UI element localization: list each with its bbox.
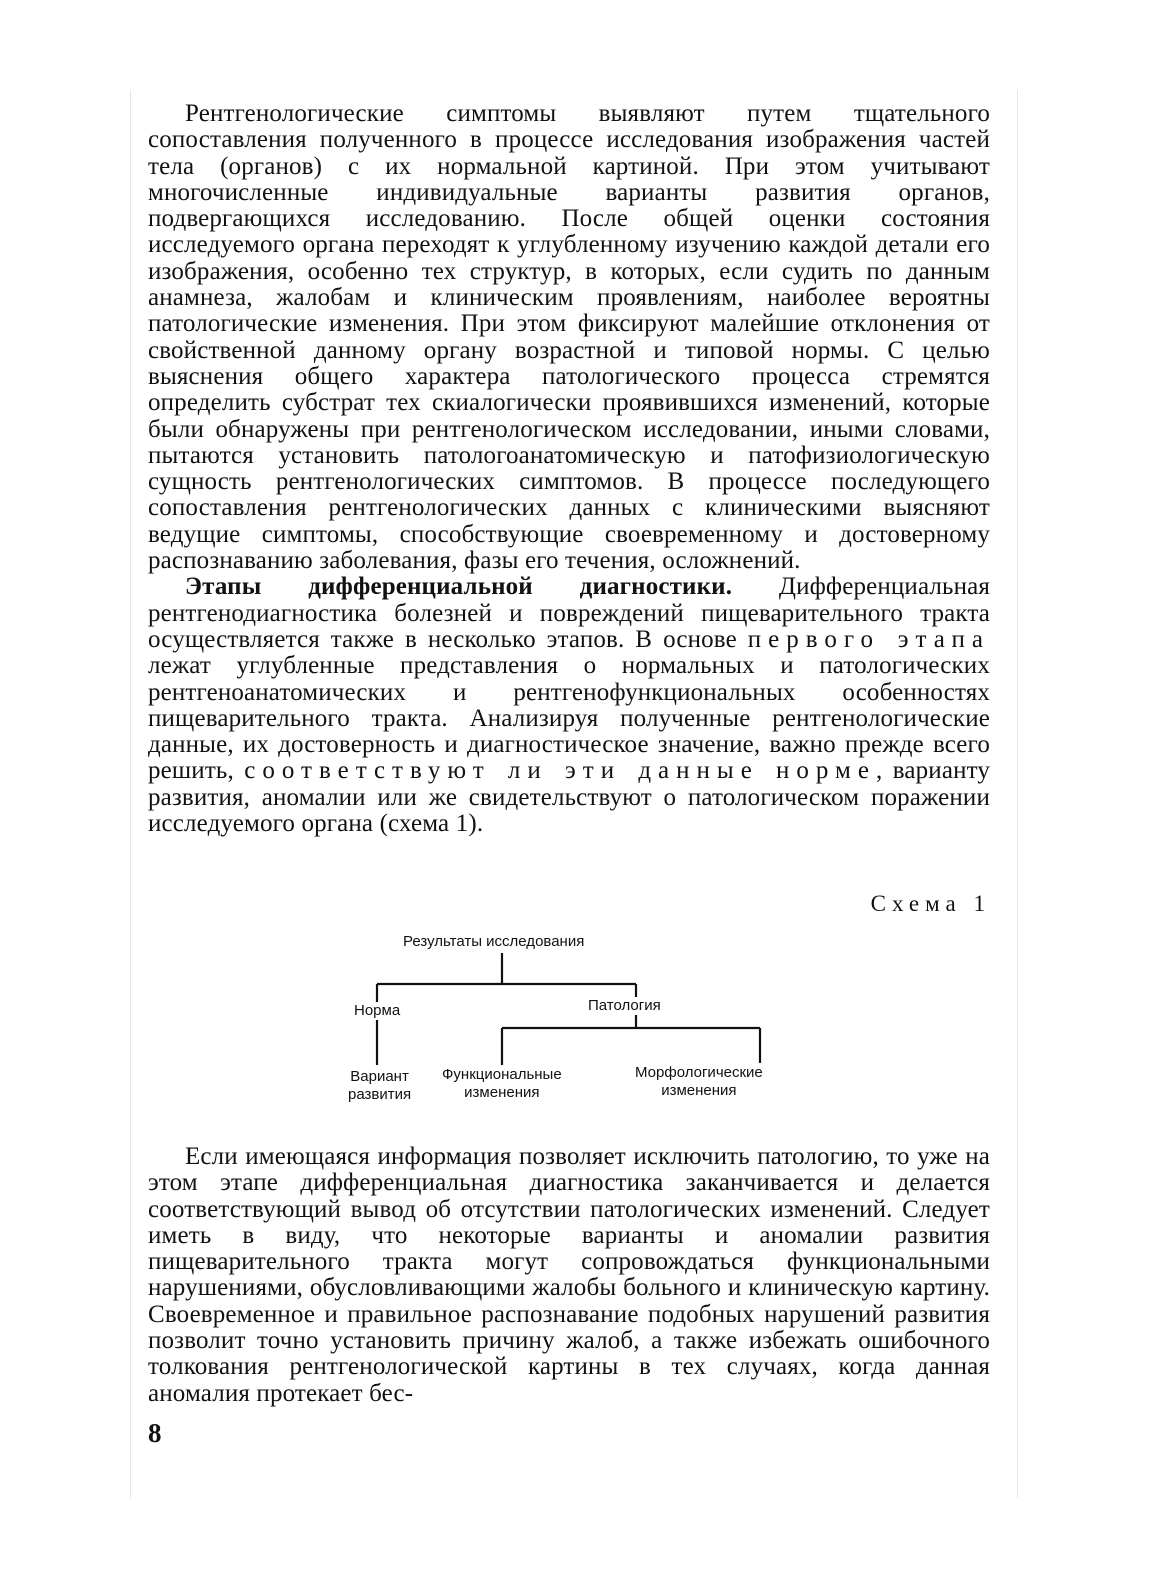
scheme-diagram [330, 925, 800, 1115]
node-functional-line2: изменения [464, 1084, 540, 1101]
stages-emphasis-1: первого этапа [747, 625, 990, 653]
paragraph-symptoms: Рентгенологические симптомы выявляют путем тщательного сопоставления полученного в процессе исследования изображения частей тела (органов) с их нормальной картиной. При этом учитывают многочисленные индивидуальные варианты развития органов, подвергающихся исследованию. После общей оценки состояния исследуемого органа переходят к углубленному изучению каждой детали его изображения, особенно тех структур, в которых, если судить по данным анамнеза, жалобам и клиническим проявлениям, наиболее вероятны патологические изменения. При этом фиксируют малейшие отклонения от свойственной данному органу возрастной и типовой нормы. С целью выяснения общего характера патологического процесса стремятся определить субстрат тех скиалогически проявившихся изменений, которые были обнаружены при рентгенологическом исследовании, иными словами, пытаются установить патологоанатомическую и патофизиологическую сущность рентгенологических симптомов. В процессе последующего сопоставления рентгенологических данных с клиническими выясняют ведущие симптомы, способствующие своевременному и достоверному распознаванию заболевания, фазы его течения, осложнений. [148, 100, 990, 575]
page-number: 8 [148, 1418, 162, 1448]
page-right-edge [1017, 90, 1018, 1498]
node-variant [348, 1068, 411, 1104]
page-left-edge [130, 90, 131, 1498]
stages-text-1: Дифференциальная рентгенодиагностика болезней и повреждений пищеварительного тракта осуществляется также в несколько этапов. В основе [148, 573, 991, 653]
scheme-caption: Схема 1 [870, 891, 991, 916]
node-morph-line1: Морфологические [635, 1064, 763, 1081]
paragraph-stages [148, 574, 990, 837]
node-variant-line1: Вариант [350, 1068, 409, 1085]
node-morph-line2: изменения [661, 1082, 737, 1099]
bottom-text-block [148, 1144, 990, 1407]
node-morph [635, 1064, 763, 1100]
node-functional [442, 1066, 562, 1102]
node-variant-line2: развития [348, 1086, 412, 1103]
paragraph-exclusion: Если имеющаяся информация позволяет исключить патологию, то уже на этом этапе дифференциальная диагностика заканчивается и делается соответствующий вывод об отсутствии патологических изменений. Следует иметь в виду, что некоторые варианты и аномалии развития пищеварительного тракта могут сопровождаться функциональными нарушениями, обусловливающими жалобы больного и клиническую картину. Своевременное и правильное распознавание подобных нарушений развития позволит точно установить причину жалоб, а также избежать ошибочного толкования рентгенологической картины в тех случаях, когда данная аномалия протекает бес- [148, 1143, 990, 1407]
stages-text-2: лежат углубленные представления о нормальных и патологических рентгеноанатомических и рентгенофункциональных особенностях пищеварительного тракта. Анализируя полученные рентгенологические данные, их достоверность и диагностическое значение, важно прежде всего решить, [148, 652, 990, 785]
stages-emphasis-2: соответствуют ли эти данные норме [244, 757, 876, 785]
node-norm: Норма [354, 1002, 401, 1019]
node-root: Результаты исследования [403, 933, 585, 950]
stages-text-3: , варианту развития, аномалии или же свидетельствуют о патологическом поражении исследуемого органа (схема 1). [148, 757, 990, 838]
stages-heading: Этапы дифференциальной диагностики. [185, 573, 733, 601]
node-functional-line1: Функциональные [442, 1066, 562, 1083]
top-text-block [148, 101, 990, 837]
node-pathology: Патология [588, 997, 661, 1014]
